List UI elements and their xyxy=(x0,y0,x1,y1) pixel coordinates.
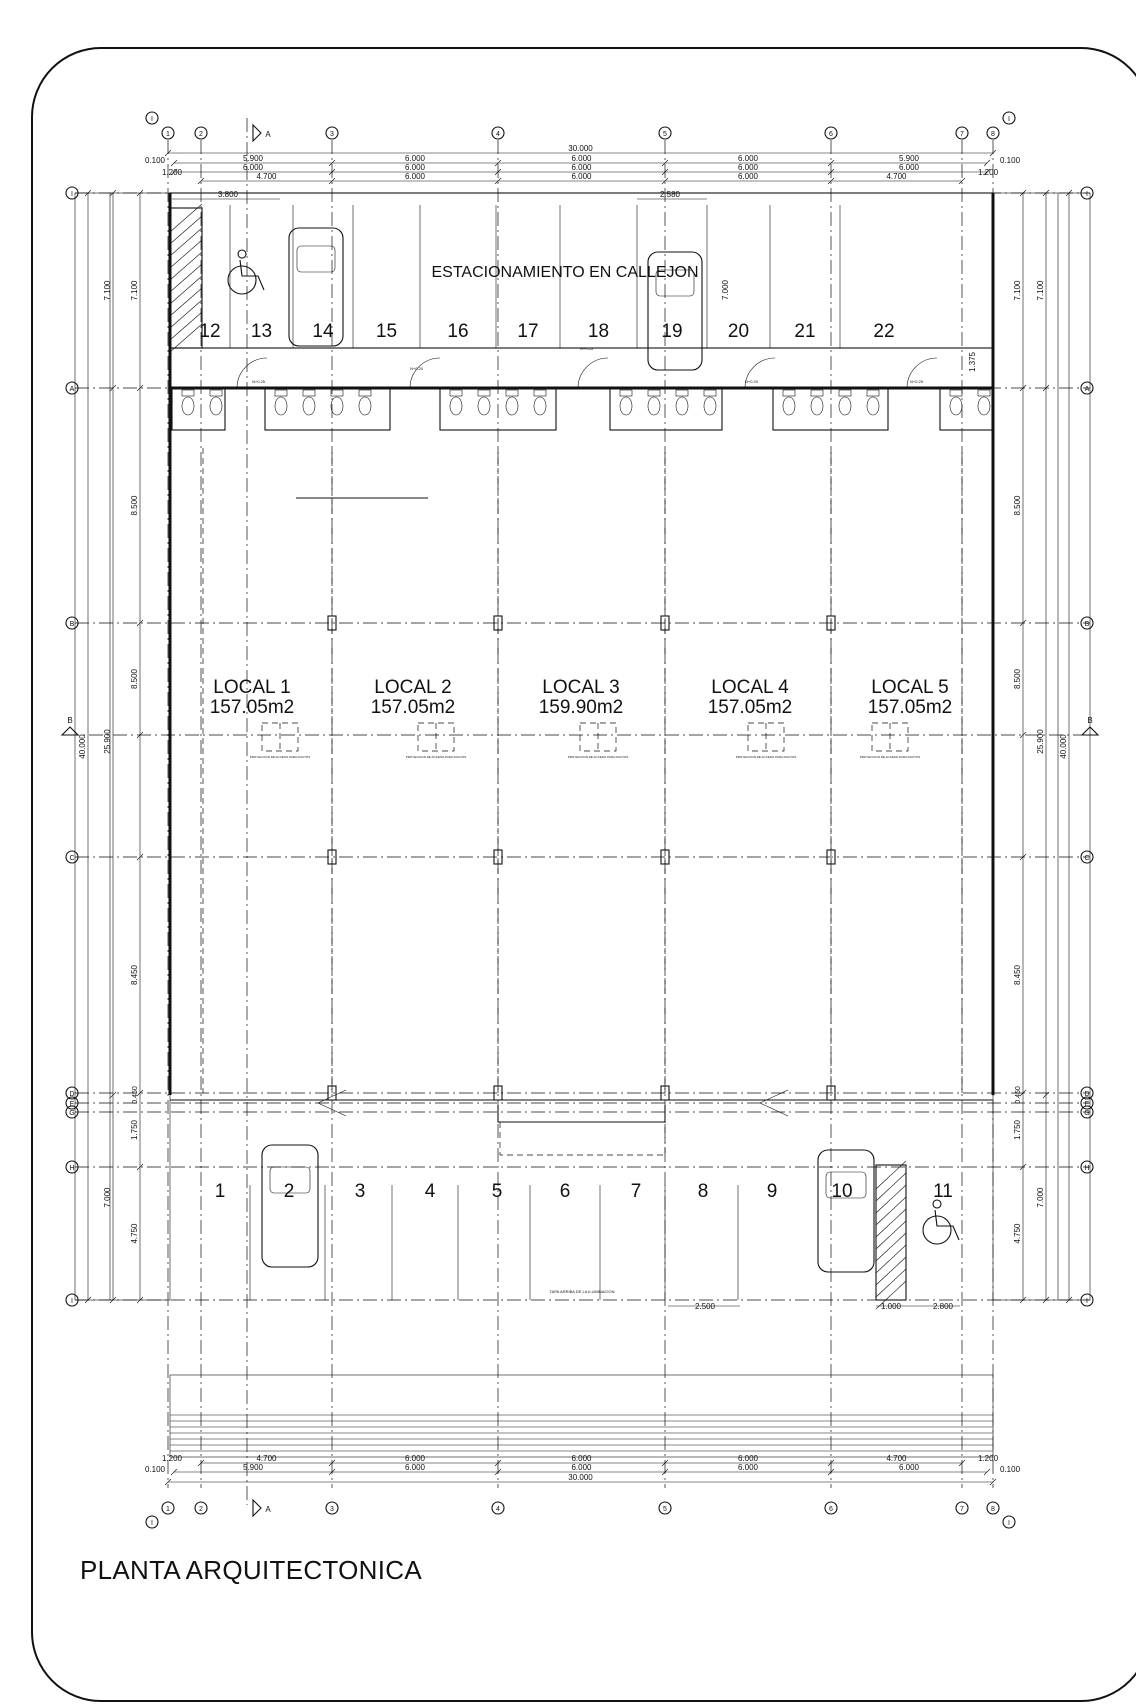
plan-title: PLANTA ARQUITECTONICA xyxy=(80,1555,422,1585)
dim-top-row2: 6.000 xyxy=(737,163,759,172)
dim-top-row3: 4.700 xyxy=(886,172,907,181)
dim-bottom-row2: 6.000 xyxy=(571,1463,592,1472)
parking-number-front: 10 xyxy=(831,1181,853,1202)
toilet-icon xyxy=(839,397,851,415)
local-name: LOCAL 3 xyxy=(542,677,620,698)
dim-bottom-row2: 6.000 xyxy=(404,1463,426,1472)
restroom-block xyxy=(773,388,888,430)
dim-misc: 2.800 xyxy=(932,1302,954,1311)
dim-left-overall: 40.000 xyxy=(78,734,87,759)
dim-left-sub-b: 8.500 xyxy=(130,495,139,516)
dim-left-sub-a: 7.100 xyxy=(103,280,112,301)
toilet-tank-icon xyxy=(811,390,823,396)
toilet-tank-icon xyxy=(839,390,851,396)
toilet-tank-icon xyxy=(534,390,546,396)
toilet-icon xyxy=(182,397,194,415)
section-marker-label: B xyxy=(1087,716,1093,725)
dim-top-edge: 1.200 xyxy=(161,168,182,177)
walls xyxy=(75,193,1093,1457)
toilet-tank-icon xyxy=(275,390,287,396)
dim-bottom-row2: 6.000 xyxy=(898,1463,920,1472)
dim-misc: 7.000 xyxy=(721,279,730,301)
row-axis-bubble-label: I xyxy=(1086,191,1088,198)
corner-axis-bubble-label: I xyxy=(1008,1520,1010,1527)
level-label: N+0.25 xyxy=(252,379,266,384)
local-area: 157.05m2 xyxy=(209,697,295,718)
toilet-icon xyxy=(704,397,716,415)
column-axis-bubble-label: 4 xyxy=(496,1506,500,1513)
hatch-line xyxy=(170,216,202,244)
dim-top-row3: 6.000 xyxy=(571,172,592,181)
level-label: N+0.25 xyxy=(910,379,924,384)
row-axis-bubble-label: H xyxy=(1084,1165,1090,1172)
toilet-tank-icon xyxy=(450,390,462,396)
row-axis-bubble-label: G xyxy=(1084,1110,1090,1117)
canopy-projection xyxy=(500,1122,665,1155)
dim-top-row2: 6.000 xyxy=(571,163,592,172)
dim-left-sub-a: 25.900 xyxy=(103,729,112,754)
column-axis-bubble-label: 2 xyxy=(199,1506,203,1513)
dim-left-small: 0.450 xyxy=(132,1086,139,1104)
dim-top-row2: 6.000 xyxy=(242,163,264,172)
column-axis-bubble-label: 5 xyxy=(663,131,667,138)
dim-top-row1: 6.000 xyxy=(737,154,759,163)
hatch-line xyxy=(170,240,202,268)
parking-number-rear: 19 xyxy=(661,321,683,342)
local-name: LOCAL 1 xyxy=(213,677,291,698)
dim-top-row2: 6.000 xyxy=(898,163,920,172)
local-name: LOCAL 5 xyxy=(871,677,949,698)
dim-top-row1: 6.000 xyxy=(404,154,426,163)
parking-number-front: 2 xyxy=(283,1181,295,1202)
toilet-icon xyxy=(331,397,343,415)
accessibility-icon xyxy=(923,1216,951,1244)
parking-rear-label: ESTACIONAMIENTO EN CALLEJON xyxy=(431,264,699,281)
dim-right-sub-b: 7.100 xyxy=(1013,280,1022,301)
section-marker xyxy=(253,1500,261,1516)
duct-label: PROYECCION DE ACCESO PARA DUCTOS xyxy=(249,755,311,759)
dim-left-sub-b: 7.100 xyxy=(130,280,139,301)
hatch-line xyxy=(170,300,202,328)
column-axis-bubble-label: 8 xyxy=(991,1506,995,1513)
toilet-tank-icon xyxy=(867,390,879,396)
dim-right-sub-b: 1.750 xyxy=(1013,1119,1022,1141)
dim-right-sub-a: 25.900 xyxy=(1036,729,1045,754)
parking-number-rear: 14 xyxy=(312,321,334,342)
hatch-line xyxy=(876,1257,906,1285)
toilet-tank-icon xyxy=(331,390,343,396)
level-label: N+0.20 xyxy=(745,379,759,384)
dim-bottom-edge: 1.200 xyxy=(161,1454,182,1463)
hatch-line xyxy=(170,288,202,316)
section-marker-label: A xyxy=(265,1505,271,1514)
dim-top-overall: 30.000 xyxy=(568,144,593,153)
toilet-tank-icon xyxy=(704,390,716,396)
restroom-block xyxy=(940,388,992,430)
toilet-icon xyxy=(620,397,632,415)
row-axis-bubble-label: G xyxy=(69,1110,75,1117)
duct-label: PROYECCION DE ACCESO PARA DUCTOS xyxy=(405,755,467,759)
accessibility-icon xyxy=(935,1210,959,1240)
accessibility-icon xyxy=(228,266,256,294)
hatch-line xyxy=(170,276,202,304)
dimension-chains xyxy=(78,144,1072,1485)
parking-number-rear: 13 xyxy=(250,321,273,342)
toilet-icon xyxy=(210,397,222,415)
dim-top-row3: 4.700 xyxy=(256,172,277,181)
parking-number-front: 4 xyxy=(424,1181,436,1202)
section-marker xyxy=(62,727,78,735)
dim-bottom-row2: 6.000 xyxy=(737,1463,759,1472)
toilet-icon xyxy=(303,397,315,415)
row-axis-bubble-label: C xyxy=(1084,855,1090,862)
toilet-tank-icon xyxy=(620,390,632,396)
toilet-icon xyxy=(534,397,546,415)
local-name: LOCAL 2 xyxy=(374,677,452,698)
dim-right-sub-b: 8.500 xyxy=(1013,668,1022,690)
parking-number-front: 6 xyxy=(559,1181,571,1202)
restroom-block xyxy=(172,388,225,430)
toilet-icon xyxy=(676,397,688,415)
row-axis-bubble-label: E xyxy=(69,1101,75,1108)
row-axis-bubble-label: B xyxy=(69,621,75,628)
toilet-icon xyxy=(978,397,990,415)
dim-top-edge: 1.200 xyxy=(978,168,999,177)
dim-top-row3: 6.000 xyxy=(404,172,426,181)
column-axis-bubble-label: 7 xyxy=(960,131,964,138)
column-axis-bubble-label: 6 xyxy=(829,131,833,138)
column-axis-bubble-label: 4 xyxy=(496,131,500,138)
local-area: 157.05m2 xyxy=(707,697,793,718)
section-marker xyxy=(253,125,261,141)
parking-number-front: 3 xyxy=(354,1181,366,1202)
toilet-icon xyxy=(275,397,287,415)
hatch-line xyxy=(876,1197,906,1225)
accessibility-icon xyxy=(240,260,264,290)
row-axis-bubble-label: D xyxy=(1084,1091,1090,1098)
hatch-line xyxy=(170,312,202,340)
hatch-line xyxy=(876,1221,906,1249)
local-area: 157.05m2 xyxy=(867,697,953,718)
parking-number-front: 9 xyxy=(766,1181,778,1202)
dim-right-sub-b: 8.500 xyxy=(1013,495,1022,516)
parking-number-rear: 20 xyxy=(727,321,750,342)
lighting-note: TAPA ARRIBA DE LA ILUMINACION xyxy=(549,1289,615,1294)
column-axis-bubble-label: 6 xyxy=(829,1506,833,1513)
dim-top-edge: 0.100 xyxy=(144,156,165,165)
hatch-line xyxy=(876,1269,906,1297)
dim-top-row2: 6.000 xyxy=(404,163,426,172)
hatch-line xyxy=(170,264,202,292)
duct-label: PROYECCION DE ACCESO PARA DUCTOS xyxy=(859,755,921,759)
dim-bottom-row1: 6.000 xyxy=(737,1454,759,1463)
dim-top-row1: 6.000 xyxy=(571,154,592,163)
parking-number-rear: 18 xyxy=(587,321,610,342)
toilet-icon xyxy=(359,397,371,415)
dim-right-sub-b: 4.750 xyxy=(1013,1223,1022,1244)
dim-top-edge: 0.100 xyxy=(1000,156,1021,165)
toilet-icon xyxy=(811,397,823,415)
toilet-tank-icon xyxy=(950,390,962,396)
toilet-icon xyxy=(783,397,795,415)
corner-axis-bubble-label: I xyxy=(151,1520,153,1527)
dim-misc: 2.580 xyxy=(659,190,681,199)
dim-misc: 1.375 xyxy=(968,351,977,373)
accessibility-icon xyxy=(238,250,246,258)
column-axis-bubble-label: 3 xyxy=(330,131,334,138)
door-swing xyxy=(578,358,608,388)
parking-number-front: 11 xyxy=(933,1181,953,1202)
local-labels xyxy=(210,677,953,718)
dim-top-row1: 5.900 xyxy=(898,154,920,163)
parking-number-front: 7 xyxy=(630,1181,642,1202)
side-strip xyxy=(75,193,170,1300)
dim-right-sub-a: 7.100 xyxy=(1036,280,1045,301)
parking-number-rear: 12 xyxy=(199,321,221,342)
toilet-tank-icon xyxy=(478,390,490,396)
toilet-icon xyxy=(450,397,462,415)
toilet-tank-icon xyxy=(182,390,194,396)
entrance-recess xyxy=(498,1105,665,1122)
column-axis-bubble-label: 8 xyxy=(991,131,995,138)
door-swing xyxy=(410,358,440,388)
row-axis-bubble-label: C xyxy=(69,855,75,862)
column-axis-bubble-label: 7 xyxy=(960,1506,964,1513)
hatch-line xyxy=(876,1245,906,1273)
dim-bottom-edge: 0.100 xyxy=(1000,1465,1021,1474)
column-axis-bubble-label: 1 xyxy=(166,1506,170,1513)
toilet-tank-icon xyxy=(783,390,795,396)
dim-misc: 3.800 xyxy=(217,190,239,199)
car-outline xyxy=(818,1150,874,1272)
parking-number-front: 5 xyxy=(491,1181,503,1202)
dim-left-sub-b: 1.750 xyxy=(130,1119,139,1141)
local-area: 159.90m2 xyxy=(538,697,624,718)
hatch-line xyxy=(170,252,202,280)
toilet-icon xyxy=(648,397,660,415)
row-axis-bubble-label: H xyxy=(69,1165,75,1172)
column-axis-bubble-label: 2 xyxy=(199,131,203,138)
dim-bottom-row1: 6.000 xyxy=(404,1454,426,1463)
dim-right-sub-a: 7.000 xyxy=(1036,1187,1045,1208)
hatch-line xyxy=(876,1209,906,1237)
dim-right-overall: 40.000 xyxy=(1059,734,1068,759)
toilet-tank-icon xyxy=(210,390,222,396)
toilet-icon xyxy=(950,397,962,415)
dim-left-sub-b: 4.750 xyxy=(130,1223,139,1244)
row-axis-bubble-label: A xyxy=(1084,386,1090,393)
dim-top-row1: 5.900 xyxy=(242,154,264,163)
dim-bottom-edge: 1.200 xyxy=(978,1454,999,1463)
duct-label: PROYECCION DE ACCESO PARA DUCTOS xyxy=(567,755,629,759)
corner-axis-bubble-label: I xyxy=(151,116,153,123)
duct-label: PROYECCION DE ACCESO PARA DUCTOS xyxy=(735,755,797,759)
restrooms xyxy=(172,358,992,1116)
local-name: LOCAL 4 xyxy=(711,677,789,698)
corner-axis-bubble-label: I xyxy=(1008,116,1010,123)
column-axis-bubble-label: 5 xyxy=(663,1506,667,1513)
dim-misc: 1.000 xyxy=(880,1302,902,1311)
section-marker-label: B xyxy=(67,716,73,725)
hatch-line xyxy=(170,228,202,256)
row-axis-bubble-label: I xyxy=(71,191,73,198)
toilet-tank-icon xyxy=(359,390,371,396)
parking-number-rear: 15 xyxy=(375,321,398,342)
dim-right-sub-b: 8.450 xyxy=(1013,964,1022,986)
toilet-icon xyxy=(867,397,879,415)
toilet-tank-icon xyxy=(303,390,315,396)
dim-bottom-overall: 30.000 xyxy=(568,1473,593,1482)
dim-bottom-row1: 4.700 xyxy=(886,1454,907,1463)
toilet-tank-icon xyxy=(676,390,688,396)
row-axis-bubble-label: E xyxy=(1084,1101,1090,1108)
toilet-tank-icon xyxy=(506,390,518,396)
dim-bottom-row2: 5.900 xyxy=(242,1463,264,1472)
dim-left-sub-b: 8.500 xyxy=(130,668,139,690)
car-windshield xyxy=(297,246,335,272)
dim-left-sub-b: 8.450 xyxy=(130,964,139,986)
car-outline xyxy=(262,1145,318,1267)
dim-right-small: 0.450 xyxy=(1015,1086,1022,1104)
section-marker-label: A xyxy=(265,130,271,139)
toilet-icon xyxy=(506,397,518,415)
hatch-line xyxy=(876,1185,906,1213)
row-axis-bubble-label: B xyxy=(1084,621,1090,628)
dim-misc: 2.500 xyxy=(694,1302,716,1311)
hatch-line xyxy=(876,1233,906,1261)
level-label: N+0.25 xyxy=(580,346,594,351)
toilet-icon xyxy=(478,397,490,415)
dim-bottom-row1: 4.700 xyxy=(256,1454,277,1463)
local-area: 157.05m2 xyxy=(370,697,456,718)
parking-number-front: 8 xyxy=(697,1181,709,1202)
parking-number-rear: 21 xyxy=(794,321,816,342)
hatch-line xyxy=(876,1173,906,1201)
parking-number-rear: 16 xyxy=(447,321,469,342)
dim-bottom-row1: 6.000 xyxy=(571,1454,592,1463)
toilet-tank-icon xyxy=(978,390,990,396)
dim-bottom-edge: 0.100 xyxy=(144,1465,165,1474)
parking-number-rear: 22 xyxy=(873,321,895,342)
dim-top-row3: 6.000 xyxy=(737,172,759,181)
restroom-block xyxy=(610,388,722,430)
level-label: N+0.20 xyxy=(410,366,424,371)
row-axis-bubble-label: A xyxy=(69,386,75,393)
toilet-tank-icon xyxy=(648,390,660,396)
column-axis-bubble-label: 3 xyxy=(330,1506,334,1513)
parking-number-rear: 17 xyxy=(517,321,539,342)
dim-left-sub-a: 7.000 xyxy=(103,1187,112,1208)
row-axis-bubble-label: I xyxy=(1086,1298,1088,1305)
row-axis-bubble-label: D xyxy=(69,1091,75,1098)
row-axis-bubble-label: I xyxy=(71,1298,73,1305)
column-axis-bubble-label: 1 xyxy=(166,131,170,138)
parking-number-front: 1 xyxy=(214,1181,226,1202)
